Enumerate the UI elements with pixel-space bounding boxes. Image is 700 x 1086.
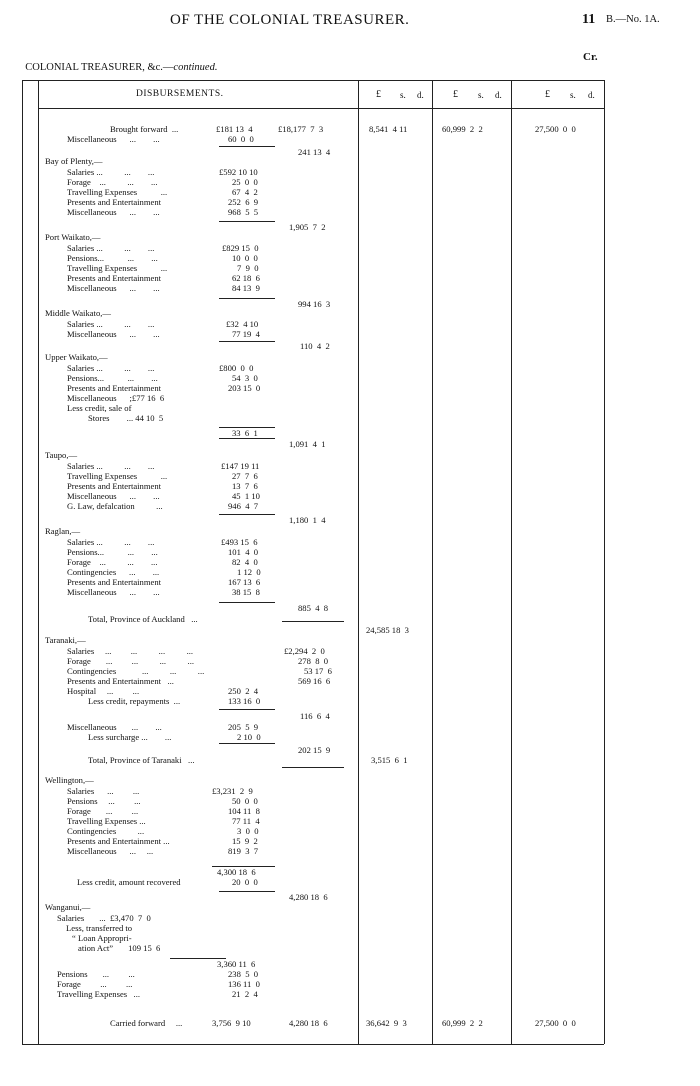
ledger-line: Presents and Entertainment ... <box>67 676 174 686</box>
ledger-line: Total, Province of Auckland ... <box>88 614 198 624</box>
ledger-line: 60 0 0 <box>228 134 254 144</box>
ledger-line: 205 5 9 <box>228 722 259 732</box>
column-divider-2 <box>432 80 433 1044</box>
section-title <box>20 51 217 73</box>
ledger-line: Taupo,— <box>45 450 78 460</box>
subtotal-rule <box>282 767 344 768</box>
ledger-line: Middle Waikato,— <box>45 308 111 318</box>
pounds-header: £ <box>545 89 550 100</box>
ledger-line: 8,541 4 11 <box>369 124 408 134</box>
subtotal-rule <box>170 958 226 959</box>
ledger-line: Stores ... 44 10 5 <box>88 413 164 423</box>
ledger-line: 1,905 7 2 <box>289 222 326 232</box>
ledger-line: 968 5 5 <box>228 207 259 217</box>
ledger-line: Miscellaneous ... ... <box>67 846 154 856</box>
subtotal-rule <box>219 602 275 603</box>
ledger-line: 116 6 4 <box>300 711 330 721</box>
ledger-line: Salaries ... ... ... <box>67 319 155 329</box>
ledger-line: 62 18 6 <box>232 273 260 283</box>
ledger-line: Hospital ... ... <box>67 686 140 696</box>
ledger-line: Salaries ... ... ... <box>67 537 155 547</box>
ledger-line: Less credit, repayments ... <box>88 696 181 706</box>
page-number: 11 <box>582 12 596 27</box>
pounds-header: £ <box>453 89 458 100</box>
ledger-line: Salaries ... ... ... ... <box>67 646 194 656</box>
ledger-line: 136 11 0 <box>228 979 260 989</box>
ledger-line: Forage ... ... ... ... <box>67 656 194 666</box>
ledger-line: G. Law, defalcation ... <box>67 501 163 511</box>
ledger-line: 4,280 18 6 <box>289 1018 328 1028</box>
ledger-line: Forage ... ... ... <box>67 557 158 567</box>
ledger-line: 13 7 6 <box>232 481 258 491</box>
ledger-line: 25 0 0 <box>232 177 258 187</box>
subtotal-rule <box>212 866 275 867</box>
ledger-line: 104 11 8 <box>228 806 260 816</box>
subtotal-rule <box>219 298 275 299</box>
ledger-line: 3,515 6 1 <box>371 755 408 765</box>
ledger-line: £32 4 10 <box>226 319 259 329</box>
ledger-line: Salaries ... ... ... <box>67 243 155 253</box>
subtotal-rule <box>219 514 275 515</box>
ledger-line: 819 3 7 <box>228 846 259 856</box>
ledger-line: £147 19 11 <box>221 461 260 471</box>
ledger-line: £2,294 2 0 <box>284 646 325 656</box>
ledger-line: 3,756 9 10 <box>212 1018 251 1028</box>
ledger-line: £3,231 2 9 <box>212 786 253 796</box>
subtotal-rule <box>282 621 344 622</box>
ledger-line: Presents and Entertainment <box>67 577 162 587</box>
pounds-header: £ <box>376 89 381 100</box>
ledger-line: Contingencies ... <box>67 826 145 836</box>
ledger-line: Salaries ... ... ... <box>67 363 155 373</box>
table-right-border <box>604 80 605 1044</box>
ledger-line: 27,500 0 0 <box>535 1018 576 1028</box>
ledger-line: 569 16 6 <box>298 676 331 686</box>
subtotal-rule <box>219 341 275 342</box>
ledger-line: Less credit, sale of <box>67 403 132 413</box>
pence-header: d. <box>495 90 502 100</box>
ledger-line: 3 0 0 <box>237 826 259 836</box>
ledger-line: Salaries ... ... ... <box>67 167 155 177</box>
subtotal-rule <box>219 221 275 222</box>
subtotal-rule <box>219 709 275 710</box>
pence-header: d. <box>417 90 424 100</box>
ledger-line: 2 10 0 <box>237 732 261 742</box>
page-header-title: OF THE COLONIAL TREASURER. <box>170 12 410 28</box>
ledger-line: Pensions... ... ... <box>67 547 158 557</box>
ledger-line: Presents and Entertainment <box>67 481 162 491</box>
ledger-line: 241 13 4 <box>298 147 331 157</box>
ledger-line: 7 9 0 <box>237 263 259 273</box>
ledger-line: Travelling Expenses ... <box>67 187 168 197</box>
ledger-line: Less surcharge ... ... <box>88 732 172 742</box>
subtotal-rule <box>219 891 275 892</box>
ledger-line: 1,091 4 1 <box>289 439 326 449</box>
ledger-line: 110 4 2 <box>300 341 330 351</box>
ledger-line: Port Waikato,— <box>45 232 101 242</box>
ledger-line: Miscellaneous ... ... <box>67 329 160 339</box>
ledger-line: Raglan,— <box>45 526 81 536</box>
ledger-line: 101 4 0 <box>228 547 259 557</box>
ledger-line: 3,360 11 6 <box>217 959 256 969</box>
ledger-line: Contingencies ... ... ... <box>67 666 205 676</box>
document-reference: B.—No. 1A. <box>606 14 660 25</box>
ledger-line: 15 9 2 <box>232 836 258 846</box>
ledger-line: 77 11 4 <box>232 816 260 826</box>
ledger-line: 27,500 0 0 <box>535 124 576 134</box>
ledger-line: 885 4 8 <box>298 603 329 613</box>
ledger-line: Forage ... ... <box>67 806 139 816</box>
section-title-text: COLONIAL TREASURER, &c.— <box>25 62 174 73</box>
ledger-line: Pensions ... ... <box>67 796 141 806</box>
shillings-header: s. <box>400 90 406 100</box>
ledger-line: £829 15 0 <box>222 243 259 253</box>
ledger-line: Travelling Expenses ... <box>67 263 168 273</box>
table-bottom-rule <box>22 1044 604 1045</box>
subtotal-rule <box>219 438 275 439</box>
table-top-rule <box>22 80 604 81</box>
ledger-line: Salaries ... ... ... <box>67 461 155 471</box>
ledger-line: £181 13 4 <box>216 124 253 134</box>
ledger-line: Presents and Entertainment <box>67 273 162 283</box>
ledger-line: 54 3 0 <box>232 373 258 383</box>
ledger-line: Salaries ... £3,470 7 0 <box>57 913 151 923</box>
ledger-line: Forage ... ... ... <box>67 177 158 187</box>
ledger-line: 202 15 9 <box>298 745 331 755</box>
ledger-line: ation Act” 109 15 6 <box>78 943 161 953</box>
ledger-line: 994 16 3 <box>298 299 331 309</box>
ledger-line: 203 15 0 <box>228 383 261 393</box>
ledger-line: Wanganui,— <box>45 902 91 912</box>
ledger-line: 278 8 0 <box>298 656 329 666</box>
ledger-line: 33 6 1 <box>232 428 258 438</box>
ledger-line: Presents and Entertainment <box>67 197 162 207</box>
disbursements-header: DISBURSEMENTS. <box>136 89 224 99</box>
ledger-line: 77 19 4 <box>232 329 260 339</box>
ledger-line: 1,180 1 4 <box>289 515 326 525</box>
ledger-line: 4,300 18 6 <box>217 867 256 877</box>
ledger-line: Contingencies ... ... <box>67 567 160 577</box>
ledger-line: £592 10 10 <box>219 167 258 177</box>
ledger-line: Pensions... ... ... <box>67 253 158 263</box>
pence-header: d. <box>588 90 595 100</box>
table-left-border <box>22 80 23 1044</box>
ledger-line: 21 2 4 <box>232 989 258 999</box>
ledger-line: Total, Province of Taranaki ... <box>88 755 195 765</box>
ledger-line: Miscellaneous ;£77 16 6 <box>67 393 165 403</box>
subtotal-rule <box>219 146 275 147</box>
ledger-line: Salaries ... ... <box>67 786 140 796</box>
ledger-line: 10 0 0 <box>232 253 258 263</box>
ledger-line: Wellington,— <box>45 775 94 785</box>
ledger-line: 133 16 0 <box>228 696 261 706</box>
ledger-line: 84 13 9 <box>232 283 260 293</box>
ledger-line: 24,585 18 3 <box>366 625 409 635</box>
ledger-line: Bay of Plenty,— <box>45 156 103 166</box>
ledger-line: 20 0 0 <box>232 877 258 887</box>
ledger-line: Presents and Entertainment <box>67 383 162 393</box>
ledger-line: Forage ... ... <box>57 979 133 989</box>
ledger-line: Travelling Expenses ... <box>67 471 168 481</box>
shillings-header: s. <box>478 90 484 100</box>
ledger-line: 36,642 9 3 <box>366 1018 407 1028</box>
ledger-line: Carried forward ... <box>110 1018 183 1028</box>
ledger-line: Presents and Entertainment ... <box>67 836 170 846</box>
ledger-line: “ Loan Appropri- <box>72 933 132 943</box>
ledger-line: 4,280 18 6 <box>289 892 328 902</box>
ledger-line: 60,999 2 2 <box>442 1018 483 1028</box>
ledger-line: 946 4 7 <box>228 501 259 511</box>
ledger-line: Miscellaneous ... ... <box>67 283 160 293</box>
ledger-line: Upper Waikato,— <box>45 352 108 362</box>
ledger-line: Travelling Expenses ... <box>57 989 140 999</box>
ledger-line: Miscellaneous ... ... <box>67 722 162 732</box>
section-title-italic: continued. <box>173 62 218 73</box>
ledger-line: 238 5 0 <box>228 969 259 979</box>
subtotal-rule <box>219 427 275 428</box>
ledger-line: Taranaki,— <box>45 635 86 645</box>
ledger-line: £18,177 7 3 <box>278 124 324 134</box>
ledger-line: Pensions ... ... <box>57 969 135 979</box>
ledger-line: Less credit, amount recovered <box>77 877 181 887</box>
ledger-line: Less, transferred to <box>66 923 133 933</box>
ledger-line: 252 6 9 <box>228 197 259 207</box>
column-divider-3 <box>511 80 512 1044</box>
ledger-line: 82 4 0 <box>232 557 258 567</box>
ledger-line: £493 15 6 <box>221 537 258 547</box>
ledger-line: 53 17 6 <box>304 666 332 676</box>
subtotal-rule <box>219 743 275 744</box>
ledger-line: 167 13 6 <box>228 577 261 587</box>
shillings-header: s. <box>570 90 576 100</box>
ledger-line: 250 2 4 <box>228 686 259 696</box>
ledger-line: 60,999 2 2 <box>442 124 483 134</box>
ledger-line: Miscellaneous ... ... <box>67 134 160 144</box>
ledger-line: Travelling Expenses ... <box>67 816 146 826</box>
ledger-line: 67 4 2 <box>232 187 258 197</box>
column-divider-1 <box>358 80 359 1044</box>
ledger-line: Miscellaneous ... ... <box>67 491 160 501</box>
ledger-line: 45 1 10 <box>232 491 260 501</box>
ledger-line: Brought forward ... <box>110 124 179 134</box>
header-bottom-rule <box>38 108 604 109</box>
side-label: Cr. <box>583 51 598 63</box>
ledger-line: 38 15 8 <box>232 587 260 597</box>
ledger-line: Pensions... ... ... <box>67 373 158 383</box>
table-left-inner-border <box>38 80 39 1044</box>
ledger-line: Miscellaneous ... ... <box>67 207 160 217</box>
ledger-line: 50 0 0 <box>232 796 258 806</box>
ledger-line: Miscellaneous ... ... <box>67 587 160 597</box>
ledger-line: 27 7 6 <box>232 471 258 481</box>
ledger-line: 1 12 0 <box>237 567 261 577</box>
ledger-line: £800 0 0 <box>219 363 254 373</box>
